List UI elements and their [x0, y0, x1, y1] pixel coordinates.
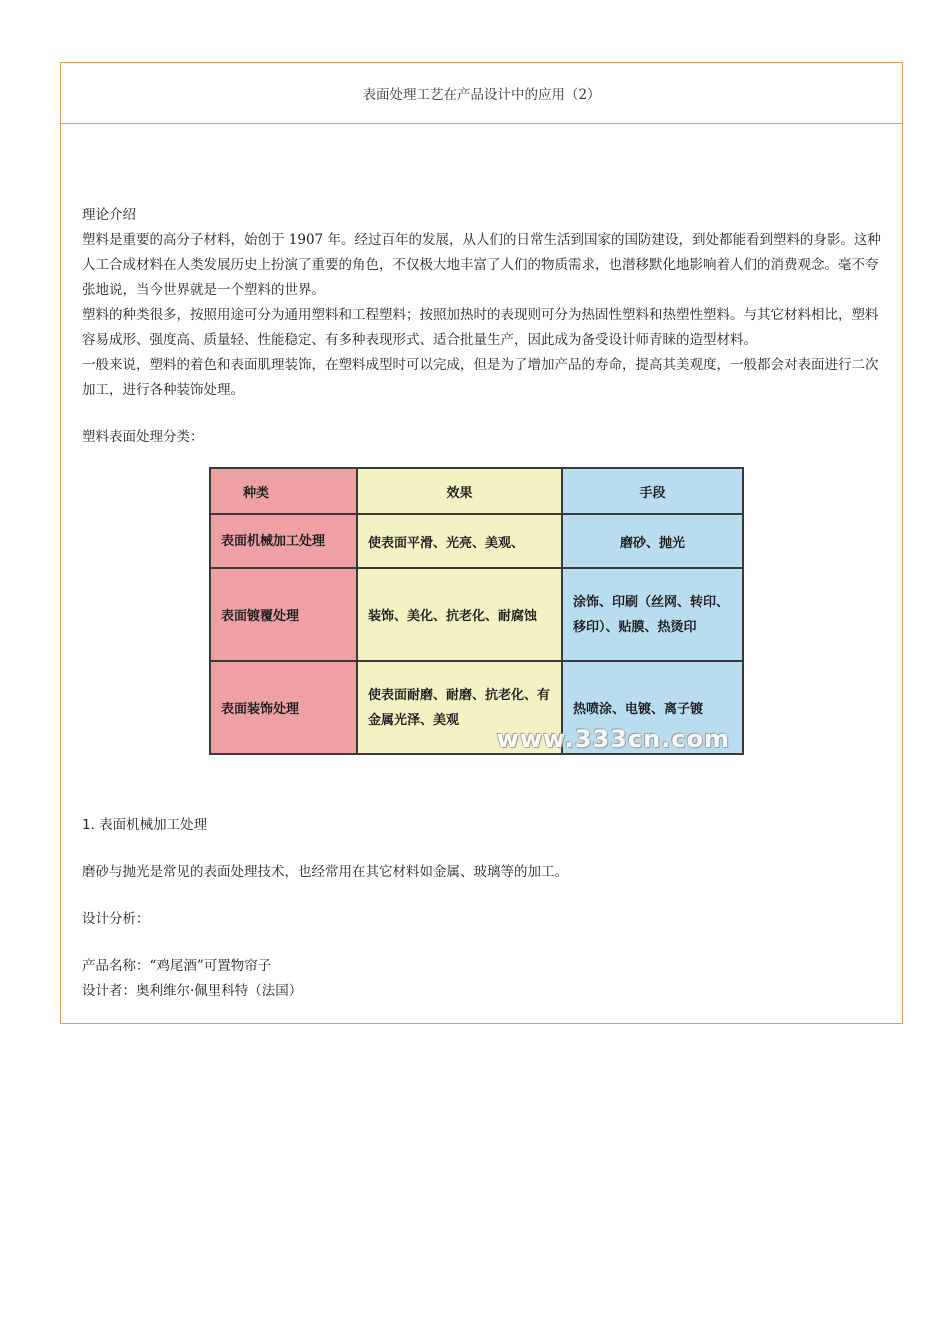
cell-type: 表面镀覆处理 — [210, 568, 357, 661]
classification-table — [209, 467, 744, 755]
classification-table-image — [209, 467, 744, 757]
section-1-heading: 1. 表面机械加工处理 — [82, 817, 208, 833]
section-1-text: 磨砂与抛光是常见的表面处理技术，也经常用在其它材料如金属、玻璃等的加工。 — [82, 864, 568, 880]
cell-means: 热喷涂、电镀、离子镀 — [562, 661, 743, 754]
designer: 设计者：奥利维尔·佩里科特（法国） — [82, 983, 303, 999]
table-row — [210, 514, 743, 568]
table-header-row — [210, 468, 743, 514]
cell-type: 表面装饰处理 — [210, 661, 357, 754]
cell-means: 磨砂、抛光 — [562, 514, 743, 568]
cell-type: 表面机械加工处理 — [210, 514, 357, 568]
table-row — [210, 568, 743, 661]
cell-effect: 使表面耐磨、耐磨、抗老化、有金属光泽、美观 — [357, 661, 562, 754]
document-frame — [60, 62, 903, 1024]
header-type: 种类 — [210, 468, 357, 514]
page-title: 表面处理工艺在产品设计中的应用（2） — [61, 63, 902, 124]
intro-paragraph-2: 塑料的种类很多，按照用途可分为通用塑料和工程塑料；按照加热时的表现则可分为热固性塑料和热塑性塑料。与其它材料相比，塑料容易成形、强度高、质量轻、性能稳定、有多种表现形式、适合批量生产，因此成为备受设计师青睐的造型材料。 — [82, 307, 879, 348]
intro-paragraph-1: 塑料是重要的高分子材料，始创于 1907 年。经过百年的发展，从人们的日常生活到国家的国防建设，到处都能看到塑料的身影。这种人工合成材料在人类发展历史上扮演了重要的角色，不仅极大地丰富了人们的物质需求，也潜移默化地影响着人们的消费观念。毫不夸张地说，当今世界就是一个塑料的世界。 — [82, 232, 881, 298]
header-effect: 效果 — [357, 468, 562, 514]
watermark: www.333cn.com — [496, 725, 730, 753]
section-1 — [82, 813, 882, 1004]
product-name: 产品名称：“鸡尾酒”可置物帘子 — [82, 958, 272, 974]
cell-means: 涂饰、印刷（丝网、转印、移印）、贴膜、热烫印 — [562, 568, 743, 661]
article-body — [82, 203, 882, 450]
design-analysis-label: 设计分析： — [82, 911, 150, 927]
header-means: 手段 — [562, 468, 743, 514]
cell-effect: 使表面平滑、光亮、美观、 — [357, 514, 562, 568]
intro-heading: 理论介绍 — [82, 207, 136, 223]
classification-heading: 塑料表面处理分类： — [82, 429, 204, 445]
cell-effect: 装饰、美化、抗老化、耐腐蚀 — [357, 568, 562, 661]
intro-paragraph-3: 一般来说，塑料的着色和表面肌理装饰，在塑料成型时可以完成，但是为了增加产品的寿命，提高其美观度，一般都会对表面进行二次加工，进行各种装饰处理。 — [82, 357, 879, 398]
